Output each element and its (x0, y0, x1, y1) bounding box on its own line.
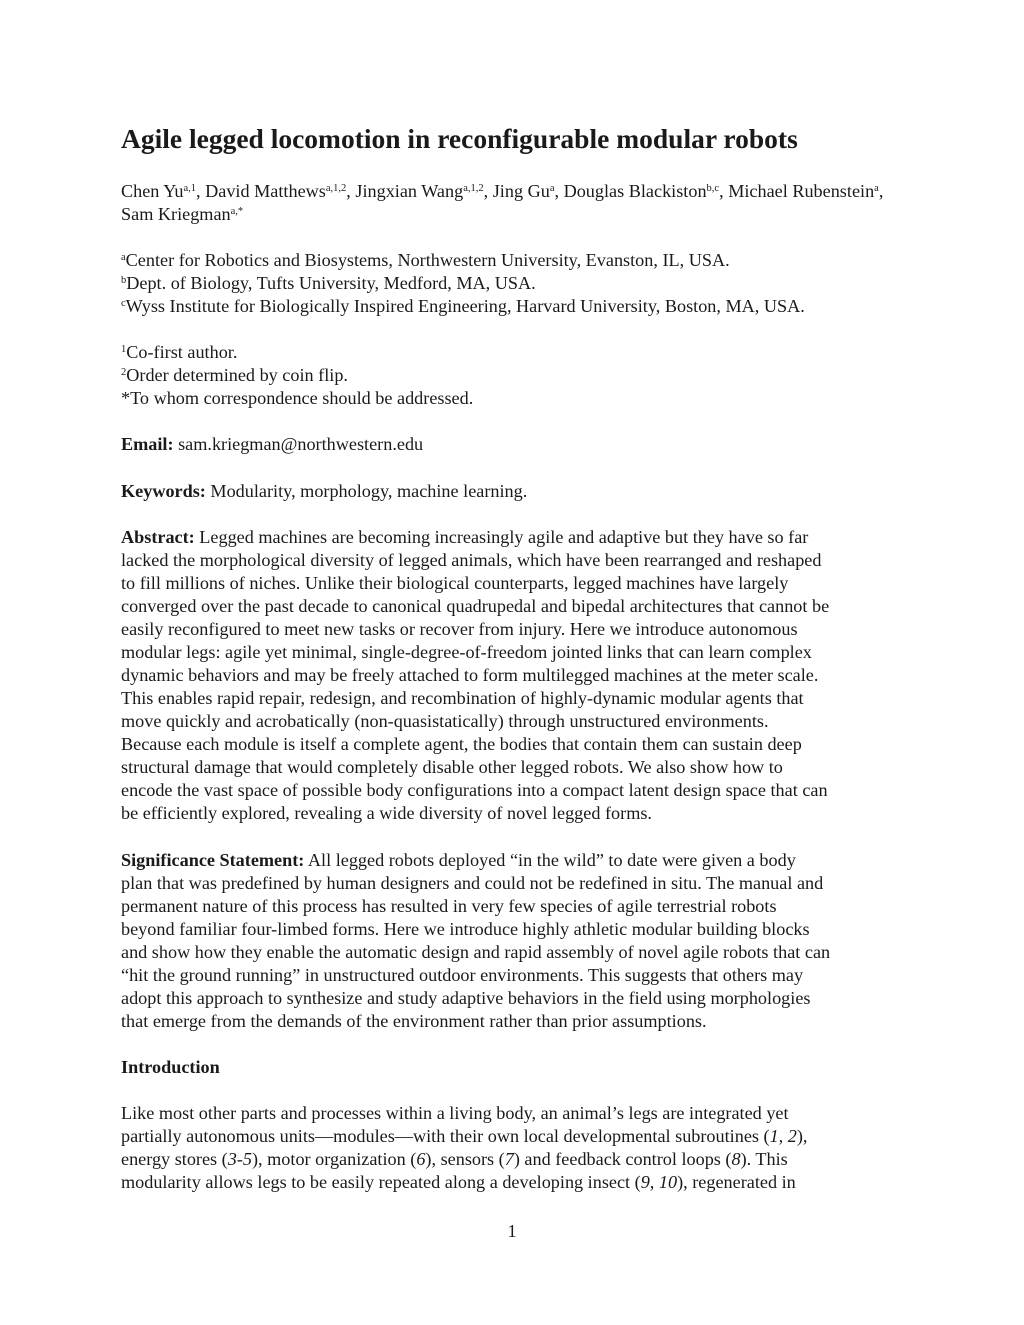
significance-line (121, 918, 911, 941)
author-name: Sam Kriegman (121, 204, 231, 224)
introduction-text: partially autonomous units—modules—with their own local developmental subroutines ( (121, 1126, 770, 1146)
introduction-text: , (649, 1172, 659, 1192)
introduction-text: ), motor organization ( (252, 1149, 417, 1169)
author-name: Jingxian Wang (355, 181, 464, 201)
author-name: David Matthews (205, 181, 326, 201)
author-list: Chen Yu$^{a,1}$, David Matthews$^{a,1,2}$, Jingxian Wang$^{a,1,2}$, Jing Gu$^a$, Douglas Blackiston$^{b,c}$, Michael Rubenstein$^a$, Sam Kriegman$^{a,*}$ (121, 181, 884, 224)
abstract-section (121, 526, 911, 825)
introduction-text: ), sensors ( (425, 1149, 505, 1169)
significance-text: permanent nature of this process has resulted in very few species of agile terrestrial robots (121, 896, 777, 916)
abstract-text: structural damage that would completely disable other legged robots. We also show how to (121, 757, 783, 777)
abstract-text: Legged machines are becoming increasingly agile and adaptive but they have so far (199, 527, 809, 547)
author-affiliation-mark: a,* (230, 206, 244, 217)
abstract-line (121, 526, 911, 549)
abstract-text: to fill millions of niches. Unlike their biological counterparts, legged machines have largely (121, 573, 789, 593)
abstract-text: encode the vast space of possible body configurations into a compact latent design space that can (121, 780, 828, 800)
note-mark: 1 (121, 344, 127, 355)
citation: 8 (731, 1149, 741, 1169)
page-number: 1 (507, 1221, 517, 1241)
introduction-text: ), regenerated in (677, 1172, 796, 1192)
introduction-text: ). This (740, 1149, 788, 1169)
citation: 1, 2 (769, 1126, 797, 1146)
author (121, 181, 196, 201)
affiliation (121, 295, 971, 318)
citation: 9 (640, 1172, 650, 1192)
abstract-line (121, 687, 911, 710)
citation: 10 (658, 1172, 678, 1192)
significance-line (121, 964, 911, 987)
abstract-text: This enables rapid repair, redesign, and recombination of highly-dynamic modular agents that (121, 688, 804, 708)
paper-title: Agile legged locomotion in reconfigurable modular robots (121, 123, 798, 154)
note-mark: 2 (121, 367, 127, 378)
abstract-line (121, 549, 911, 572)
citation: 7 (504, 1149, 514, 1169)
author-affiliation-mark: a (874, 183, 879, 194)
introduction-line (121, 1171, 911, 1194)
abstract-text: easily reconfigured to meet new tasks or recover from injury. Here we introduce autonomous (121, 619, 798, 639)
significance-line (121, 1010, 911, 1033)
significance-text: beyond familiar four-limbed forms. Here we introduce highly athletic modular building blocks (121, 919, 810, 939)
abstract-text: modular legs: agile yet minimal, single-degree-of-freedom jointed links that can learn complex (121, 642, 812, 662)
significance-text: adopt this approach to synthesize and study adaptive behaviors in the field using morphologies (121, 988, 811, 1008)
email-line (121, 433, 971, 456)
introduction-text: energy stores ( (121, 1149, 228, 1169)
citation: 3-5 (227, 1149, 252, 1169)
keywords-label: Keywords: (121, 481, 206, 501)
abstract-line (121, 641, 911, 664)
abstract-line (121, 618, 911, 641)
introduction-heading: Introduction (121, 1057, 220, 1077)
author-affiliation-mark: a,1,2 (463, 183, 484, 194)
abstract-label: Abstract: (121, 527, 195, 547)
significance-text: All legged robots deployed “in the wild” to date were given a body (307, 850, 796, 870)
author-affiliation-mark: a,1 (183, 183, 197, 194)
abstract-text: lacked the morphological diversity of legged animals, which have been rearranged and reshaped (121, 550, 822, 570)
affiliation (121, 249, 971, 272)
author (205, 181, 346, 201)
author-affiliation-mark: b,c (706, 183, 720, 194)
significance-line (121, 872, 911, 895)
abstract-line (121, 779, 911, 802)
author-name: Jing Gu (492, 181, 550, 201)
affiliation-text: Wyss Institute for Biologically Inspired Engineering, Harvard University, Boston, MA, USA. (125, 296, 805, 316)
author (728, 181, 879, 201)
abstract-line (121, 802, 911, 825)
introduction-text: ), (796, 1126, 808, 1146)
author-affiliation-mark: a,1,2 (325, 183, 347, 194)
introduction-line (121, 1102, 911, 1125)
author-name: Chen Yu (121, 181, 184, 201)
author-note (121, 341, 971, 364)
introduction-text: ) and feedback control loops ( (513, 1149, 732, 1169)
affiliation (121, 272, 971, 295)
author-name: Douglas Blackiston (563, 181, 707, 201)
author (121, 204, 243, 224)
significance-text: that emerge from the demands of the environment rather than prior assumptions. (121, 1011, 707, 1031)
author (493, 181, 555, 201)
abstract-text: be efficiently explored, revealing a wide diversity of novel legged forms. (121, 803, 652, 823)
significance-text: and show how they enable the automatic design and rapid assembly of novel agile robots that can (121, 942, 831, 962)
significance-line (121, 849, 911, 872)
abstract-text: Because each module is itself a complete agent, the bodies that contain them can sustain deep (121, 734, 802, 754)
author-name: Michael Rubenstein (728, 181, 875, 201)
author-note (121, 387, 971, 410)
email-address[interactable]: sam.kriegman@northwestern.edu (178, 434, 424, 454)
author (355, 181, 483, 201)
significance-line (121, 941, 911, 964)
abstract-line (121, 733, 911, 756)
abstract-line (121, 595, 911, 618)
significance-line (121, 987, 911, 1010)
keywords-text: Modularity, morphology, machine learning. (210, 481, 528, 501)
introduction-text: modularity allows legs to be easily repeated along a developing insect ( (121, 1172, 641, 1192)
author (564, 181, 720, 201)
keywords-line (121, 480, 971, 503)
introduction-body (121, 1102, 911, 1194)
affiliation-mark: b (121, 275, 127, 286)
significance-label: Significance Statement: (121, 850, 305, 870)
introduction-line (121, 1125, 911, 1148)
affiliation-mark: a (121, 252, 126, 263)
note-text: *To whom correspondence should be addressed. (121, 388, 474, 408)
author-affiliation-mark: a (549, 183, 555, 194)
significance-section (121, 849, 911, 1033)
abstract-line (121, 756, 911, 779)
affiliation-mark: c (121, 298, 126, 309)
citation: 6 (416, 1149, 426, 1169)
introduction-text: Like most other parts and processes within a living body, an animal’s legs are integrated yet (121, 1103, 789, 1123)
abstract-text: dynamic behaviors and may be freely attached to form multilegged machines at the meter scale. (121, 665, 819, 685)
introduction-line (121, 1148, 911, 1171)
email-label: Email: (121, 434, 174, 454)
note-text: Order determined by coin flip. (126, 365, 348, 385)
significance-text: plan that was predefined by human designers and could not be redefined in situ. The manual and (121, 873, 824, 893)
affiliation-text: Dept. of Biology, Tufts University, Medford, MA, USA. (126, 273, 536, 293)
abstract-text: move quickly and acrobatically (non-quasistatically) through unstructured environments. (121, 711, 769, 731)
author-notes (121, 341, 971, 410)
abstract-line (121, 710, 911, 733)
significance-line (121, 895, 911, 918)
abstract-line (121, 664, 911, 687)
significance-text: “hit the ground running” in unstructured outdoor environments. This suggests that others may (121, 965, 804, 985)
note-text: Co-first author. (126, 342, 238, 362)
affiliation-list (121, 249, 971, 318)
author-note (121, 364, 971, 387)
abstract-text: converged over the past decade to canonical quadrupedal and bipedal architectures that cannot be (121, 596, 830, 616)
affiliation-text: Center for Robotics and Biosystems, Northwestern University, Evanston, IL, USA. (125, 250, 730, 270)
abstract-line (121, 572, 911, 595)
